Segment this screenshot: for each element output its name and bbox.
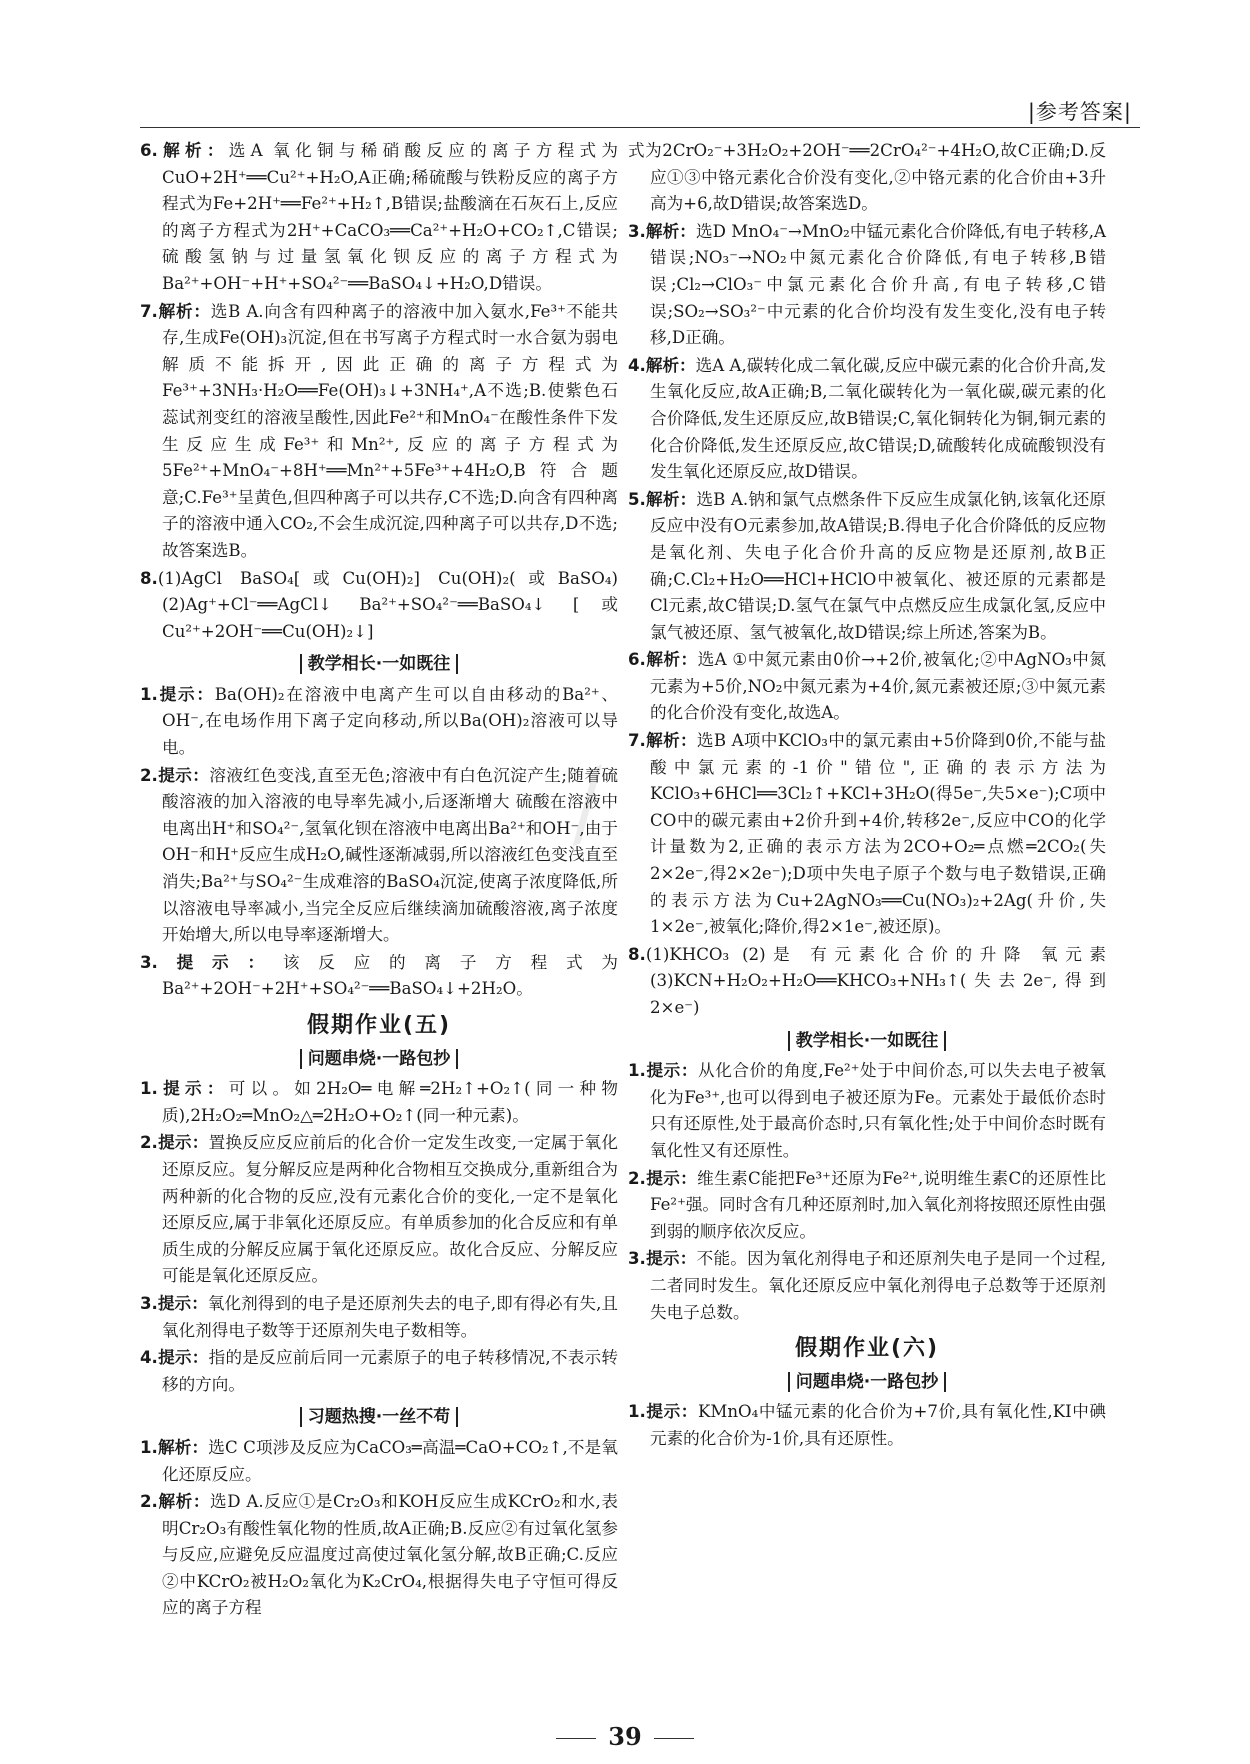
answer-text: 氧化剂得到的电子是还原剂失去的电子,即有得必有失,且氧化剂得电子数等于还原剂失电子数相等。 — [162, 1293, 618, 1340]
answer-text: 选D MnO₄⁻→MnO₂中锰元素化合价降低,有电子转移,A错误;NO₃⁻→NO₂中氮元素化合价降低,有电子转移,B错误;Cl₂→ClO₃⁻中氯元素化合价升高,有电子转移,C错误;SO₂→SO₃²⁻中元素的化合价均没有发生变化,没有电子转移,D正确。 — [650, 221, 1106, 348]
answer-text: 选B A.向含有四种离子的溶液中加入氨水,Fe³⁺不能共存,生成Fe(OH)₃沉淀,但在书写离子方程式时一水合氨为弱电解质不能拆开,因此正确的离子方程式为Fe³⁺+3NH₃·H₂O══Fe(OH)₃↓+3NH₄⁺,A不选;B.使紫色石蕊试剂变红的溶液呈酸性,因此Fe²⁺和MnO₄⁻在酸性条件下发生反应生成Fe³⁺和Mn²⁺,反应的离子方程式为5Fe²⁺+MnO₄⁻+8H⁺══Mn²⁺+5Fe³⁺+4H₂O,B符合题意;C.Fe³⁺呈黄色,但四种离子可以共存,C不选;D.向含有四种离子的溶液中通入CO₂,不会生成沉淀,四种离子可以共存,D不选;故答案选B。 — [162, 301, 618, 560]
answer-label: 7.解析： — [140, 301, 211, 321]
answer-item — [628, 647, 1106, 727]
section-heading: 习题热搜·一丝不苟 — [140, 1404, 618, 1431]
answer-text: 选A ①中氮元素由0价→+2价,被氧化;②中AgNO₃中氮元素为+5价,NO₂中氮元素为+4价,氮元素被还原;③中氮元素的化合价没有变化,故选A。 — [650, 650, 1106, 723]
answer-label: 3.提示： — [628, 1249, 697, 1269]
answer-item — [628, 353, 1106, 486]
answer-item — [140, 566, 618, 646]
section-heading: 问题串烧·一路包抄 — [140, 1046, 618, 1073]
answer-item — [140, 763, 618, 949]
answer-text: 维生素C能把Fe³⁺还原为Fe²⁺,说明维生素C的还原性比Fe²⁺强。同时含有几种还原剂时,加入氧化剂将按照还原性由强到弱的顺序依次反应。 — [650, 1168, 1106, 1241]
answer-item — [628, 1246, 1106, 1326]
answer-item — [140, 1291, 618, 1344]
answer-item — [628, 138, 1106, 218]
answer-text: 置换反应反应前后的化合价一定发生改变,一定属于氧化还原反应。复分解反应是两种化合物相互交换成分,重新组合为两种新的化合物的反应,没有元素化合价的变化,一定不是氧化还原反应,属于非氧化还原反应。有单质参加的化合反应和有单质生成的分解反应属于氧化还原反应。故化合反应、分解反应可能是氧化还原反应。 — [162, 1133, 618, 1286]
answer-text: 选D A.反应①是Cr₂O₃和KOH反应生成KCrO₂和水,表明Cr₂O₃有酸性氧化物的性质,故A正确;B.反应②有过氧化氢参与反应,应避免反应温度过高使过氧化氢分解,故B正确;C.反应②中KCrO₂被H₂O₂氧化为K₂CrO₄,根据得失电子守恒可得反应的离子方程 — [162, 1492, 618, 1618]
answer-text: (1)KHCO₃ (2)是 有元素化合价的升降 氧元素 (3)KCN+H₂O₂+H₂O══KHCO₃+NH₃↑(失去2e⁻,得到2×e⁻) — [645, 944, 1106, 1017]
answer-text: KMnO₄中锰元素的化合价为+7价,具有氧化性,KI中碘元素的化合价为-1价,具有还原性。 — [650, 1402, 1106, 1448]
answer-text: 选A A,碳转化成二氧化碳,反应中碳元素的化合价升高,发生氧化反应,故A正确;B,二氧化碳转化为一氧化碳,碳元素的化合价降低,发生还原反应,故B错误;C,氧化铜转化为铜,铜元素的化合价降低,发生还原反应,故C错误;D,硫酸转化成硫酸钡没有发生氧化还原反应,故D错误。 — [650, 355, 1106, 482]
answer-label: 4.提示： — [140, 1348, 209, 1368]
answer-label: 2.提示： — [628, 1168, 698, 1188]
answer-text: 溶液红色变浅,直至无色;溶液中有白色沉淀产生;随着硫酸溶液的加入溶液的电导率先减小,后逐渐增大 硫酸在溶液中电离出H⁺和SO₄²⁻,氢氧化钡在溶液中电离出Ba²⁺和OH⁻,由于OH⁻和H⁺反应生成H₂O,碱性逐渐减弱,所以溶液红色变浅直至消失;Ba²⁺与SO₄²⁻生成难溶的BaSO₄沉淀,使离子浓度降低,所以溶液电导率减小,当完全反应后继续滴加硫酸溶液,离子浓度开始增大,所以电导率逐渐增大。 — [162, 765, 618, 945]
answer-text: 选A 氧化铜与稀硝酸反应的离子方程式为CuO+2H⁺══Cu²⁺+H₂O,A正确;稀硫酸与铁粉反应的离子方程式为Fe+2H⁺══Fe²⁺+H₂↑,B错误;盐酸滴在石灰石上,反应的离子方程式为2H⁺+CaCO₃══Ca²⁺+H₂O+CO₂↑,C错误;硫酸氢钠与过量氢氧化钡反应的离子方程式为Ba²⁺+OH⁻+H⁺+SO₄²⁻══BaSO₄↓+H₂O,D错误。 — [162, 141, 618, 293]
answer-item — [140, 682, 618, 762]
answer-text: 从化合价的角度,Fe²⁺处于中间价态,可以失去电子被氧化为Fe³⁺,也可以得到电子被还原为Fe。元素处于最低价态时只有还原性,处于最高价态时,只有氧化性;处于中间价态时既有氧化性又有还原性。 — [650, 1061, 1106, 1160]
answer-item — [628, 1166, 1106, 1246]
answer-text: (1)AgCl BaSO₄[或Cu(OH)₂] Cu(OH)₂(或BaSO₄) (2)Ag⁺+Cl⁻══AgCl↓ Ba²⁺+SO₄²⁻══BaSO₄↓ [或Cu²⁺+2OH⁻══Cu(OH)₂↓] — [157, 568, 618, 641]
answer-label: 6.解析： — [628, 650, 698, 670]
answer-label: 4.解析： — [628, 355, 696, 375]
answer-label: 1.提示： — [140, 1079, 229, 1099]
answer-item — [140, 1489, 618, 1622]
answer-item — [628, 1399, 1106, 1452]
answer-text: 式为2CrO₂⁻+3H₂O₂+2OH⁻══2CrO₄²⁻+4H₂O,故C正确;D.反应①③中铬元素化合价没有变化,②中铬元素的化合价由+3升高为+6,故D错误;故答案选D。 — [628, 141, 1106, 214]
answer-item — [140, 138, 618, 298]
answer-label: 8. — [628, 944, 646, 964]
answer-item — [140, 1130, 618, 1290]
answer-item — [140, 299, 618, 565]
answer-item — [628, 1058, 1106, 1164]
left-column — [140, 138, 618, 1623]
answer-label: 6.解析： — [140, 141, 229, 160]
page-header: |参考答案| — [1027, 100, 1132, 124]
answer-label: 1.提示： — [140, 684, 215, 704]
answer-item — [140, 1076, 618, 1129]
watermark-mark: ⟋ — [542, 752, 633, 861]
answer-text: 不能。因为氧化剂得电子和还原剂失电子是同一个过程,二者同时发生。氧化还原反应中氧化剂得电子总数等于还原剂失电子总数。 — [650, 1249, 1106, 1322]
answer-item — [628, 728, 1106, 941]
section-heading: 教学相长·一如既往 — [140, 651, 618, 678]
answer-item — [628, 219, 1106, 352]
header-rule — [140, 127, 1140, 128]
answer-label: 2.提示： — [140, 1133, 209, 1153]
right-column — [628, 138, 1106, 1454]
answer-label: 3.提示： — [140, 952, 283, 972]
answer-item — [628, 487, 1106, 647]
answer-item — [140, 1435, 618, 1488]
answer-item — [140, 950, 618, 1003]
answer-label: 8. — [140, 568, 158, 588]
answer-text: 该反应的离子方程式为Ba²⁺+2OH⁻+2H⁺+SO₄²⁻══BaSO₄↓+2H₂O。 — [162, 952, 618, 999]
answer-item — [140, 1345, 618, 1398]
assignment-title-5: 假期作业(五) — [306, 1013, 452, 1038]
page-number: 39 — [0, 1722, 1250, 1751]
answer-label: 5.解析： — [628, 489, 697, 509]
answer-label: 1.提示： — [628, 1402, 698, 1422]
answer-label: 3.提示： — [140, 1293, 208, 1313]
answer-label: 7.解析： — [628, 731, 697, 751]
answer-label: 2.解析： — [140, 1492, 211, 1512]
section-heading: 教学相长·一如既往 — [628, 1028, 1106, 1055]
answer-item — [628, 942, 1106, 1022]
answer-text: 选C C项涉及反应为CaCO₃═高温═CaO+CO₂↑,不是氧化还原反应。 — [162, 1437, 618, 1484]
answer-label: 1.提示： — [628, 1061, 699, 1081]
answer-text: 选B A.钠和氯气点燃条件下反应生成氯化钠,该氧化还原反应中没有O元素参加,故A错误;B.得电子化合价降低的反应物是氧化剂、失电子化合价升高的反应物是还原剂,故B正确;C.Cl₂+H₂O══HCl+HClO中被氧化、被还原的元素都是Cl元素,故C错误;D.氢气在氯气中点燃反应生成氯化氢,反应中氯气被还原、氢气被氧化,故D错误;综上所述,答案为B。 — [650, 489, 1106, 642]
assignment-title-6: 假期作业(六) — [794, 1336, 940, 1362]
answer-label: 3.解析： — [628, 221, 696, 241]
answer-text: Ba(OH)₂在溶液中电离产生可以自由移动的Ba²⁺、OH⁻,在电场作用下离子定向移动,所以Ba(OH)₂溶液可以导电。 — [162, 684, 618, 758]
answer-text: 指的是反应前后同一元素原子的电子转移情况,不表示转移的方向。 — [162, 1348, 618, 1394]
answer-text: 选B A项中KClO₃中的氯元素由+5价降到0价,不能与盐酸中氯元素的-1价"错位",正确的表示方法为KClO₃+6HCl══3Cl₂↑+KCl+3H₂O(得5e⁻,失5×e⁻);C项中CO中的碳元素由+2价升到+4价,转移2e⁻,反应中CO的化学计量数为2,正确的表示方法为2CO+O₂═点燃═2CO₂(失2×2e⁻,得2×2e⁻);D项中失电子原子个数与电子数错误,正确的表示方法为Cu+2AgNO₃══Cu(NO₃)₂+2Ag(升价,失1×2e⁻,被氧化;降价,得2×1e⁻,被还原)。 — [650, 731, 1106, 937]
answer-label: 1.解析： — [140, 1437, 209, 1457]
answer-text: 可以。如2H₂O═电解═2H₂↑+O₂↑(同一种物质),2H₂O₂═MnO₂△═2H₂O+O₂↑(同一种元素)。 — [162, 1079, 618, 1125]
answer-label: 2.提示： — [140, 765, 210, 785]
section-heading: 问题串烧·一路包抄 — [628, 1369, 1106, 1396]
